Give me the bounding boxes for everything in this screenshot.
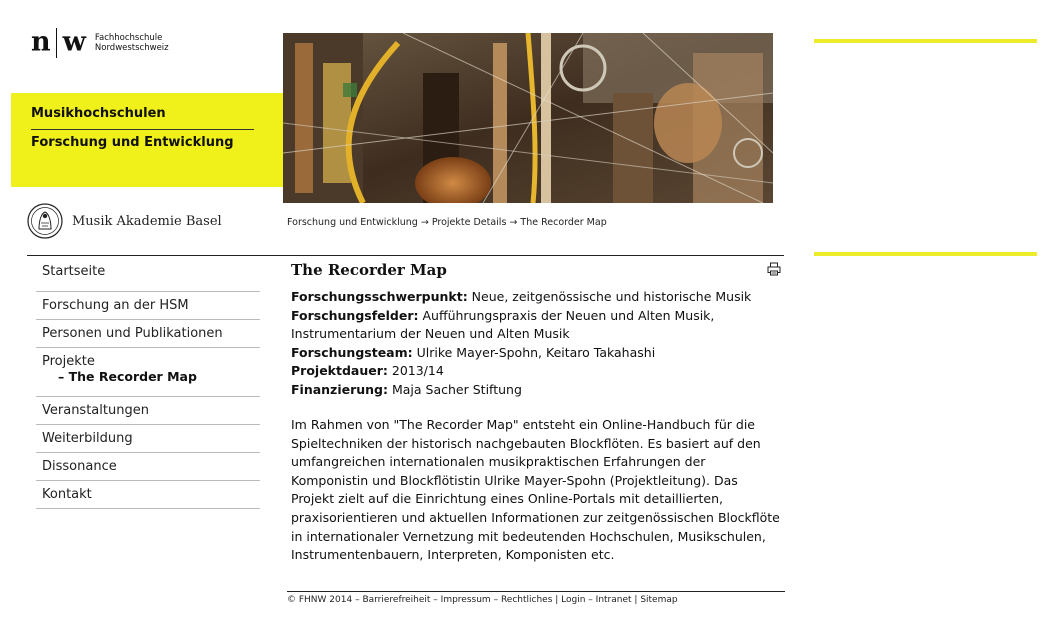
- fact-team: [291, 344, 781, 363]
- institution-name: Musik Akademie Basel: [72, 213, 222, 229]
- fact-value: Ulrike Mayer-Spohn, Keitaro Takahashi: [412, 344, 656, 360]
- fact-label: Finanzierung:: [291, 381, 389, 397]
- footer-link-login[interactable]: Login: [561, 595, 586, 605]
- page-title: The Recorder Map: [291, 261, 447, 279]
- header-divider: [27, 255, 784, 256]
- fhnw-logo-mark: [31, 28, 85, 58]
- sidebar-item-weiterbildung[interactable]: Weiterbildung: [36, 425, 260, 453]
- sidebar-item-dissonance[interactable]: Dissonance: [36, 453, 260, 481]
- fact-schwerpunkt: [291, 288, 781, 307]
- fact-label: Forschungsfelder:: [291, 307, 419, 323]
- fact-value: Maja Sacher Stiftung: [388, 381, 522, 397]
- fact-value: Aufführungspraxis der Neuen und Alten Musik, Instrumentarium der Neuen und Alten Musik: [291, 307, 715, 341]
- logo-mark-left: n: [31, 26, 50, 58]
- nav-forschung-entwicklung[interactable]: Forschung und Entwicklung: [31, 135, 234, 150]
- footer-link-intranet[interactable]: Intranet: [595, 595, 632, 605]
- sidebar-item-forschung-hsm[interactable]: Forschung an der HSM: [36, 292, 260, 320]
- fhnw-logo-text: [95, 33, 169, 53]
- logo-mark-right: w: [62, 26, 85, 58]
- logo-line-1: Fachhochschule: [94, 33, 163, 43]
- hero-image: [283, 33, 773, 203]
- footer-copyright: © FHNW 2014: [287, 595, 353, 605]
- sidebar-item-startseite[interactable]: Startseite: [36, 258, 260, 292]
- nav-musikhochschulen[interactable]: Musikhochschulen: [31, 106, 166, 121]
- logo-line-2: Nordwestschweiz: [94, 43, 169, 53]
- footer-link-barrierefreiheit[interactable]: Barrierefreiheit: [362, 595, 431, 605]
- fhnw-logo[interactable]: [31, 28, 169, 58]
- printer-icon[interactable]: [767, 262, 781, 276]
- musik-akademie-logo[interactable]: [27, 203, 222, 239]
- project-facts: [291, 288, 781, 399]
- accent-line-middle: [814, 252, 1037, 256]
- project-description: Im Rahmen von "The Recorder Map" entsteht ein Online-Handbuch für die Spieltechniken der historisch nachgebauten Blockflöten. Es basiert auf den umfangreichen internationalen musikpraktischen Erfahrungen der Komponistin und Blockflötistin Ulrike Mayer-Spohn (Projektleitung). Das Projekt zielt auf die Einrichtung eines Online-Portals mit detaillierten, praxisorientieren und aktuellen Informationen zur zeitgenössischen Blockflöte in internationaler Vernetzung mit bedeutenden Hochschulen, Musikschulen, Instrumentenbauern, Interpreten, Komponisten etc.: [291, 417, 780, 563]
- section-nav-box: [11, 93, 326, 187]
- sidebar-nav: [36, 258, 260, 509]
- sidebar-subitem-recorder-map[interactable]: – The Recorder Map: [58, 369, 197, 384]
- fact-label: Projektdauer:: [291, 363, 388, 378]
- sidebar-item-projekte-label[interactable]: Projekte: [42, 354, 95, 369]
- fact-value: 2013/14: [387, 363, 444, 378]
- breadcrumb[interactable]: Forschung und Entwicklung → Projekte Details → The Recorder Map: [287, 217, 607, 228]
- sidebar-item-personen[interactable]: Personen und Publikationen: [36, 320, 260, 348]
- sidebar-item-kontakt[interactable]: Kontakt: [36, 481, 260, 509]
- fact-label: Forschungsschwerpunkt:: [291, 289, 468, 304]
- fact-dauer: [291, 362, 781, 381]
- sidebar-item-veranstaltungen[interactable]: Veranstaltungen: [36, 397, 260, 425]
- footer: © FHNW 2014 – Barrierefreiheit – Impressum – Rechtliches | Login – Intranet | Sitemap: [287, 595, 678, 605]
- fact-value: Neue, zeitgenössische und historische Musik: [467, 289, 752, 304]
- main-content: [291, 258, 781, 565]
- footer-link-impressum[interactable]: Impressum: [440, 595, 491, 605]
- fact-label: Forschungsteam:: [291, 344, 413, 360]
- footer-divider: [287, 591, 785, 592]
- fact-finanzierung: [291, 381, 781, 400]
- sidebar-item-projekte[interactable]: [36, 348, 260, 397]
- accent-line-top: [814, 39, 1037, 43]
- section-nav-divider: [31, 129, 254, 130]
- footer-link-sitemap[interactable]: Sitemap: [640, 595, 678, 605]
- footer-link-rechtliches[interactable]: Rechtliches: [500, 595, 553, 605]
- fact-felder: [291, 307, 781, 344]
- institution-seal-icon: [27, 203, 63, 239]
